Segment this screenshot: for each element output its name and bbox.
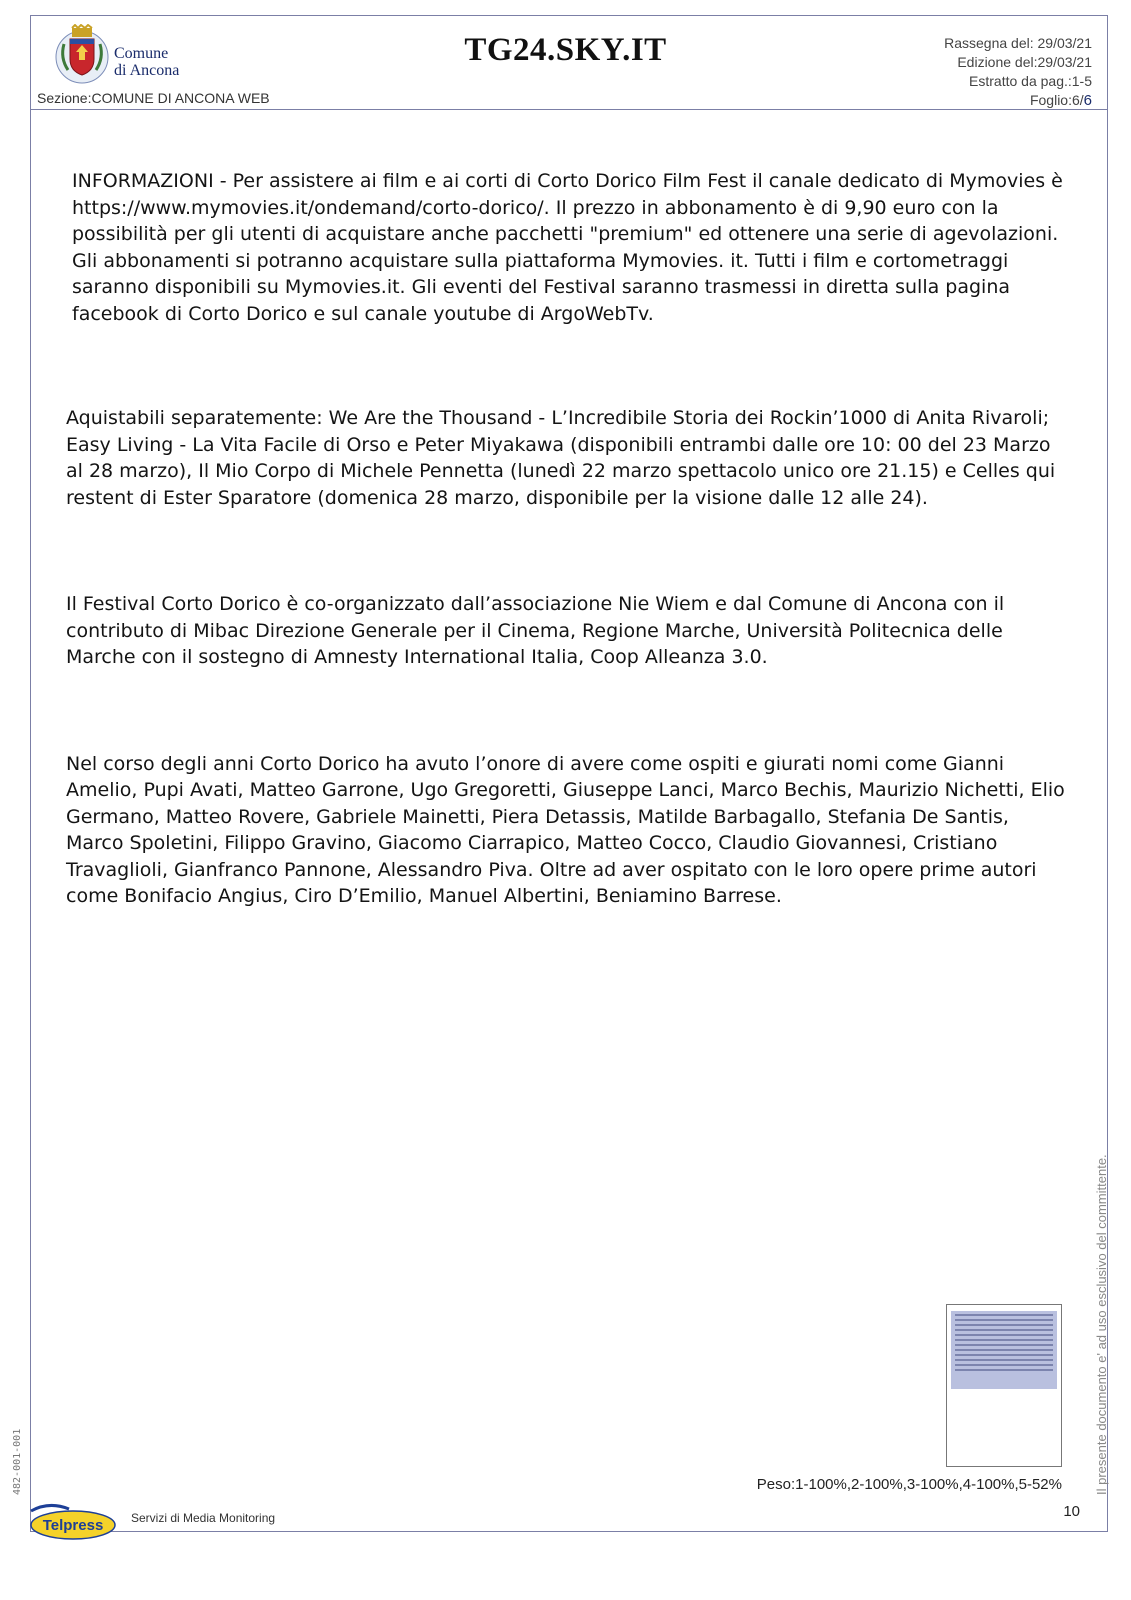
foglio-count <box>944 91 1092 110</box>
section-label: Sezione:COMUNE DI ANCONA WEB <box>37 90 270 106</box>
press-review-meta <box>944 34 1092 110</box>
document-code: 482-001-001 <box>12 1428 23 1495</box>
article-paragraph-guests: Nel corso degli anni Corto Dorico ha avuto l’onore di avere come ospiti e giurati nomi come Gianni Amelio, Pupi Avati, Matteo Garrone, Ugo Gregoretti, Giuseppe Lanci, Marco Bechis, Maurizio Nichetti, Elio Germano, Matteo Rovere, Gabriele Mainetti, Piera Detassis, Matilde Barbagallo, Stefania De Santis, Marco Spoletini, Filippo Gravino, Giacomo Ciarrapico, Matteo Cocco, Claudio Giovannesi, Cristiano Travaglioli, Gianfranco Pannone, Alessandro Piva. Oltre ad aver ospitato con le loro opere prime autori come Bonifacio Angius, Ciro D’Emilio, Manuel Albertini, Beniamino Barrese. <box>66 752 1065 907</box>
usage-disclaimer: Il presente documento e' ad uso esclusivo del committente. <box>1094 1154 1109 1495</box>
page-thumbnail <box>946 1304 1062 1467</box>
telpress-logo-text: Telpress <box>42 1517 104 1534</box>
estratto-pages: Estratto da pag.:1-5 <box>969 73 1092 89</box>
foglio-total: 6 <box>1083 92 1092 109</box>
article-body <box>66 168 1066 963</box>
logo-line-2: di Ancona <box>114 62 180 79</box>
peso-weights: Peso:1-100%,2-100%,3-100%,4-100%,5-52% <box>756 1476 1062 1493</box>
page-number: 10 <box>1063 1503 1080 1520</box>
thumbnail-highlight <box>951 1311 1057 1389</box>
article-paragraph-films: Aquistabili separatemente: We Are the Thousand - L’Incredibile Storia dei Rockin’1000 di Anita Rivaroli; Easy Living - La Vita Facile di Orso e Peter Miyakawa (disponibili entrambi dalle ore 10: 00 del 23 Marzo al 28 marzo), Il Mio Corpo di Michele Pennetta (lunedì 22 marzo spettacolo unico ore 21.15) e Celles qui restent di Ester Sparatore (domenica 28 marzo, disponibile per la visione dalle 12 alle 24). <box>66 407 1056 509</box>
logo-line-1: Comune <box>114 45 169 62</box>
article-paragraph-organizers: Il Festival Corto Dorico è co-organizzato dall’associazione Nie Wiem e dal Comune di Ancona con il contributo di Mibac Direzione Generale per il Cinema, Regione Marche, Università Politecnica delle Marche con il sostegno di Amnesty International Italia, Coop Alleanza 3.0. <box>66 593 1005 668</box>
edizione-date: Edizione del:29/03/21 <box>957 54 1092 70</box>
source-title: TG24.SKY.IT <box>464 32 667 68</box>
article-paragraph-info: INFORMAZIONI - Per assistere ai film e ai corti di Corto Dorico Film Fest il canale dedicato di Mymovies è https://www.mymovies.it/ondemand/corto-dorico/. Il prezzo in abbonamento è di 9,90 euro con la possibilità per gli utenti di acquistare anche pacchetti "premium" ed ottenere una serie di agevolazioni. Gli abbonamenti si potranno acquistare sulla piattaforma Mymovies. it. Tutti i film e cortometraggi saranno disponibili su Mymovies.it. Gli eventi del Festival saranno trasmessi in diretta sulla pagina facebook di Corto Dorico e sul canale youtube di ArgoWebTv. <box>72 170 1063 325</box>
telpress-tagline: Servizi di Media Monitoring <box>131 1511 276 1525</box>
telpress-logo <box>29 1503 117 1541</box>
rassegna-date: Rassegna del: 29/03/21 <box>944 35 1092 51</box>
foglio-prefix: Foglio:6/ <box>1029 92 1084 108</box>
